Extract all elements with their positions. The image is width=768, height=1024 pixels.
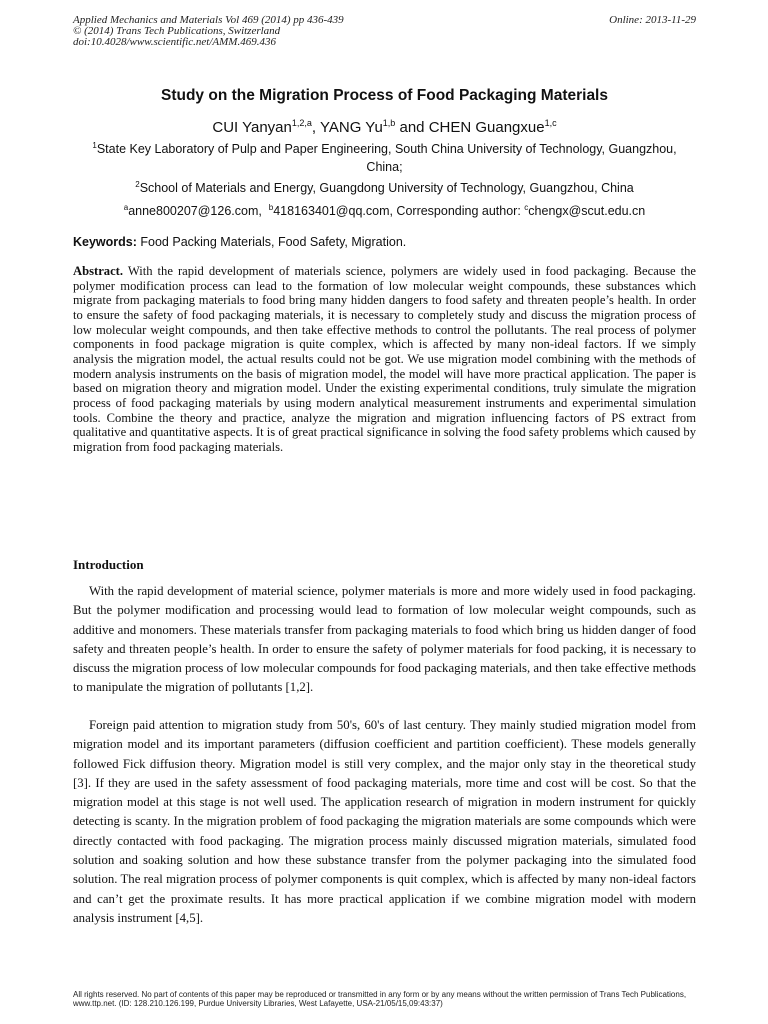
author-separator: ,: [311, 119, 320, 136]
email-a: anne800207@126.com,: [128, 204, 262, 218]
abstract-text: With the rapid development of materials science, polymers are widely used in food packaging. Because the polymer modification process can lead to the formation of low molecular weight compounds, these substances which migrate from packaging materials to food bring many hidden dangers to food safety and threaten people’s health. In order to ensure the safety of food packaging materials, it is necessary to completely study and discuss the migration process of low molecular weight compounds, and then take effective methods to control the pollutants. The real process of polymer components in food package migration is quite complex, which is affected by many non-ideal factors. If we simply analysis the migration model, the actual results could not be got. We use migration model combining with the methods of modern analysis instruments on the basis of migration model, the model will have more practical application. The paper is based on migration theory and migration model. Under the existing experimental conditions, truly simulate the migration process of food packaging materials by using modern analytical measurement instruments and experimental simulation tools. Combine the theory and practice, analyze the migration and migration influencing factors of PS extract from qualitative and quantitative aspects. It is of great practical significance in solving the food safety problems which caused by migration from food packaging materials.: [73, 264, 696, 454]
author-name: CHEN Guangxue: [428, 119, 545, 136]
email-line: [73, 199, 696, 220]
email-superscript: a: [123, 203, 129, 212]
keywords-text: Food Packing Materials, Food Safety, Migration.: [140, 235, 407, 249]
affiliation-text: State Key Laboratory of Pulp and Paper Engineering, South China University of Technology, Guangzhou, China;: [96, 142, 677, 174]
author-separator: and: [395, 119, 429, 136]
abstract: [73, 264, 696, 455]
email-superscript: b: [268, 203, 274, 212]
copyright-line: © (2014) Trans Tech Publications, Switzerland: [73, 25, 281, 37]
email-superscript: c: [524, 203, 529, 212]
journal-header: [73, 15, 696, 48]
doi-line: doi:10.4028/www.scientific.net/AMM.469.436: [73, 36, 276, 48]
abstract-label: Abstract.: [73, 264, 124, 278]
author-list: [73, 113, 696, 138]
author-superscript: 1,2,a: [291, 118, 312, 128]
author-name: CUI Yanyan: [212, 119, 292, 136]
introduction-paragraph-1: With the rapid development of material science, polymer materials is more and more widely used in food packaging. But the polymer modification and processing would lead to formation of low molecular weight compounds, such as additive and monomers. These materials transfer from packaging materials to food which bring us hidden danger of food safety and threaten people’s health. In order to ensure the safety of polymer materials for food packing, it is necessary to discuss the migration process of low molecular compounds for food packaging materials, and then take effective methods to manipulate the migration of pollutants [1,2].: [73, 584, 696, 695]
author-superscript: 1,c: [544, 118, 557, 128]
journal-citation: Applied Mechanics and Materials Vol 469 (2014) pp 436-439: [73, 14, 344, 26]
affiliation-text: School of Materials and Energy, Guangdong University of Technology, Guangzhou, China: [139, 181, 634, 195]
author-superscript: 1,b: [382, 118, 396, 128]
affiliation-1: [73, 137, 696, 176]
online-date: Online: 2013-11-29: [609, 14, 696, 26]
affiliation-2: [73, 176, 696, 197]
email-c: chengx@scut.edu.cn: [528, 204, 646, 218]
affiliation-superscript: 2: [135, 180, 140, 189]
rights-footer: All rights reserved. No part of contents of this paper may be reproduced or transmitted in any form or by any means without the written permission of Trans Tech Publications, www.ttp.net. (ID: 128.210.126.199, Purdue University Libraries, West Lafayette, USA-21/05/15,09:43:37): [73, 990, 687, 1008]
affiliation-superscript: 1: [92, 141, 97, 150]
paper-title: Study on the Migration Process of Food Packaging Materials: [161, 87, 608, 104]
email-b: 418163401@qq.com, Corresponding author:: [273, 204, 525, 218]
introduction-paragraph-2: Foreign paid attention to migration study from 50's, 60's of last century. They mainly studied migration model from migration model and its important parameters (diffusion coefficient and partition coefficient). These models generally followed Fick diffusion theory. Migration model is still very complex, and the major only stay in the theoretical study [3]. If they are used in the safety assessment of food packaging materials, more time and cost will be cost. So that the migration model at this stage is not well used. The application research of migration in modern instrument for quickly detecting is scanty. In the migration problem of food packaging the migration materials are some compounds which were directly contacted with food packaging. The migration process mainly discussed migration materials, simulated food solution and soaking solution and how these substance transfer from the polymer packaging into the simulated food solution. The real migration process of polymer components is quit complex, which is affected by many non-ideal factors and can’t get the proximate results. It has more practical application if we combine migration model with modern analysis instrument [4,5].: [73, 718, 696, 925]
author-name: YANG Yu: [319, 119, 383, 136]
introduction-heading: Introduction: [73, 557, 144, 572]
keywords-label: Keywords:: [73, 235, 137, 249]
keywords: [73, 233, 696, 251]
